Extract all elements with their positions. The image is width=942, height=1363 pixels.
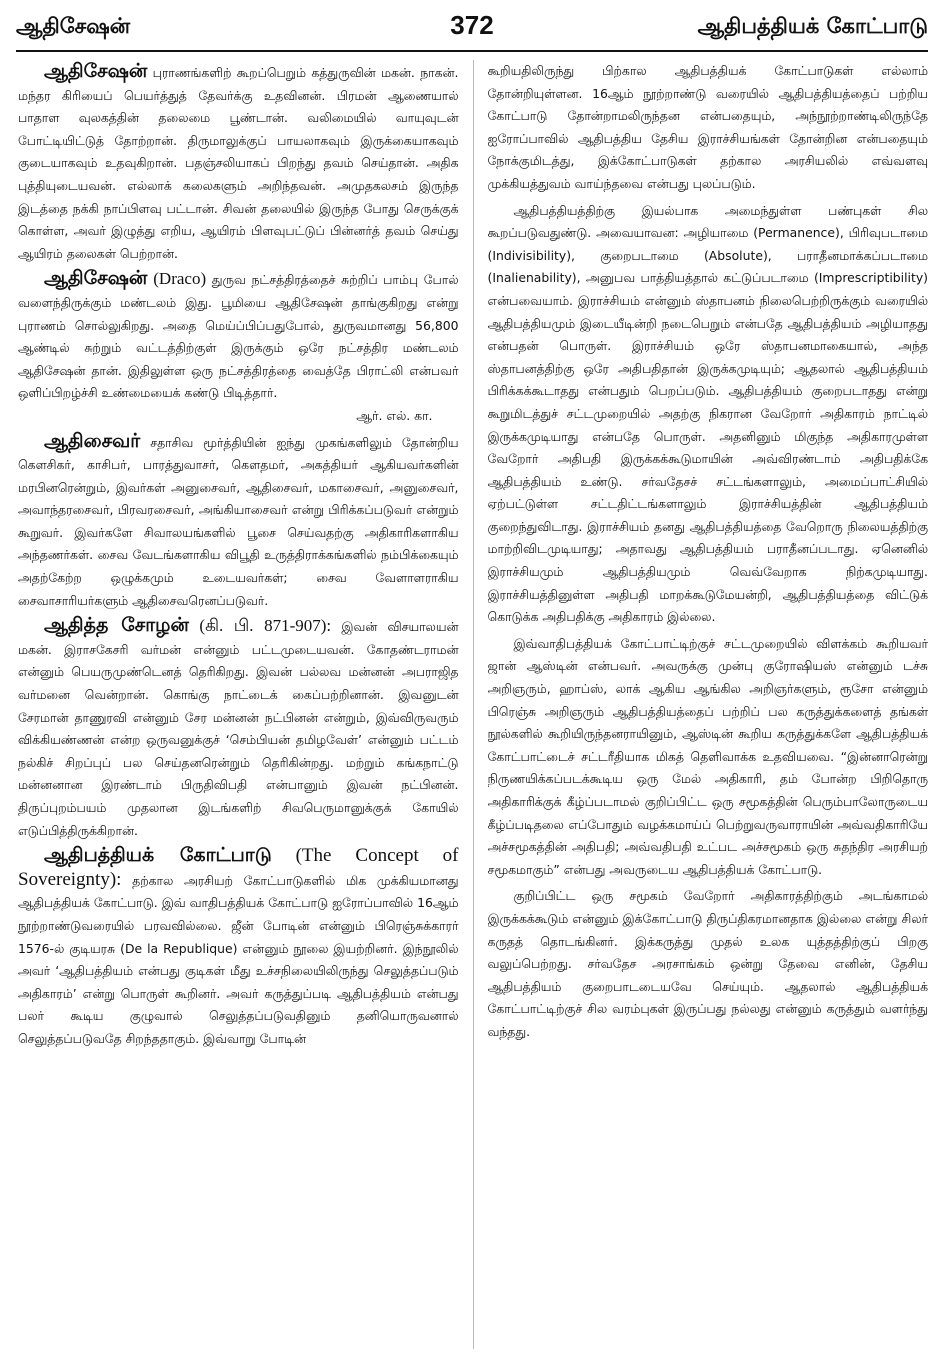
entry-text: துருவ நட்சத்திரத்தைச் சுற்றிப் பாம்பு போல் வளைந்திருக்கும் மண்டலம் இது. பூமியை ஆதிசேஷன் தாங்குகிறது என்று புராணம் சொல்லுகிறது. அதை மெய்ப்பிப்பதுபோல், துருவமானது 56,800 ஆண்டில் சுற்றும் வட்டத்திற்குள் இருக்கும் ஒரே நட்சத்திர மண்டலம் ஆதிசேஷன் தான். இதிலுள்ள ஒரு நட்சத்திரத்தை வைத்தே பிராட்லி என்பவர் ஒளிப்பிறழ்ச்சி உண்மையைக் கண்டு பிடித்தார்.	[18, 272, 459, 401]
entry-signature: ஆர். எல். கா.	[356, 407, 433, 423]
running-head-right: ஆதிபத்தியக் கோட்பாடு	[697, 14, 928, 38]
entry-paragraph	[18, 267, 459, 405]
entry-text: தற்கால அரசியற் கோட்பாடுகளில் மிக முக்கியமானது ஆதிபத்தியக் கோட்பாடு. இவ் வாதிபத்தியக் கோட்பாடு ஐரோப்பாவில் 16ஆம் நூற்றாண்டுவரையில் பரவவில்லை. ஜீன் போடின் என்னும் பிரெஞ்சுக்காரர் 1576-ல் குடியரசு (De la Republique) என்னும் நூலை இயற்றினர். இந்நூலில் அவர் ‘ஆதிபத்தியம் என்பது குடிகள் மீது உச்சநிலையிலிருந்து செலுத்தப்படும் அதிகாரம்’ என்று பொருள் கூறினர். அவர் கருத்துப்படி ஆதிபத்தியம் என்பது பலர் கூடிய குழுவால் செலுத்தப்படுவதினும் தனியொருவனால் செலுத்தப்படுவதே சிறந்ததாகும். இவ்வாறு போடின்	[18, 872, 459, 1046]
entry-paragraph	[18, 60, 459, 265]
body-paragraph: இவ்வாதிபத்தியக் கோட்பாட்டிற்குச் சட்டமுறையில் விளக்கம் கூறியவர் ஜான் ஆஸ்டின் என்பவர். அவருக்கு முன்பு குரோஷியஸ் என்னும் டச்சு அறிஞரும், ஹாப்ஸ், லாக் ஆகிய ஆங்கில அறிஞர்களும், ரூசோ என்னும் பிரெஞ்சு அறிஞரும் ஆதிபத்தியத்தைப் பற்றிப் பல கருத்துக்களைத் தங்கள் நூல்களில் கூறியிருந்தனராயினும், ஆஸ்டின் கூறிய கருத்துக்களே ஆதிபத்தியக் கோட்பாட்டைச் சட்டரீதியாக மிகத் தெளிவாக்க உதவியவை. “இன்னாரென்று நிருணயிக்கப்படக்கூடிய ஒரு மேல் அதிகாரி, தம் போன்ற பிறிதொரு அதிகாரிக்குக் கீழ்ப்படாமல் குறிப்பிட்ட ஒரு சமூகத்தின் பெரும்பாலோருடைய கீழ்ப்படிதலை எப்போதும் வழக்கமாய்ப் பெற்றுவருவாராயின் அவ்வதிகாரியே அச்சமூகத்தின் அதிபதி; அவ்வதிபதி உட்பட அச்சமூகம் ஒரு சுதந்திர அரசியற் சமூகமாகும்” என்பது அவருடைய ஆதிபத்தியக் கோட்பாடு.	[487, 635, 928, 877]
encyclopedia-entry	[18, 844, 459, 1050]
right-column	[488, 60, 929, 1349]
entry-headword: ஆதித்த சோழன்	[44, 614, 189, 637]
encyclopedia-entry	[18, 614, 459, 842]
body-paragraph: ஆதிபத்தியத்திற்கு இயல்பாக அமைந்துள்ள பண்புகள் சில கூறப்படுவதுண்டு. அவையாவன: அழியாமை (Permanence), பிரிவுபடாமை (Indivisibility), குறைபடாமை (Absolute), பராதீனமாக்கப்படாமை (Inalienability), அனுபவ பாத்தியத்தால் கட்டுப்படாமை (Imprescriptibility) என்பவையாம். இராச்சியம் என்னும் ஸ்தாபனம் நிலைபெற்றிருக்கும் வரையில் ஆதிபத்தியமும் இடையீடின்றி நடைபெறும் என்பதே ஆதிபத்தியம் அழியாதது என்பதன் பொருள். இராச்சியம் ஒரே ஸ்தாபனமாகையால், அந்த ஸ்தாபனத்திற்கு ஒரே அதிபதிதான் இருக்கமுடியும்; ஆதலால் ஆதிபத்தியம் பிரிக்கக்கூடாதது என்பதும் பெறப்படும். ஆதிபத்தியம் குறைபடாதது என்று கூறுமிடத்துச் சட்டமுறையில் அதற்கு நிகரான வேறோர் அதிகாரம் நாட்டில் இருக்கமுடியாது என்பதே பொருள். அதனினும் மிகுந்த அதிகாரமுள்ள வேறோர் அதிபதி இருக்கக்கூடுமாயின் அவ்விரண்டாம் அதிபதிக்கே ஆதிபத்தியம் உண்டு. சர்வதேசச் சட்டங்களாலும், அமைப்பாட்சியில் ஏற்பட்டுள்ள சட்டதிட்டங்களாலும் இராச்சியத்தின் ஆதிபத்தியம் குறைந்துவிடாது. இராச்சியம் தனது ஆதிபத்தியத்தை வேறொரு நிலையத்திற்கு மாற்றிவிடமுடியாது; அதாவது ஆதிபத்தியம் பராதீனப்படாது. ஏனெனில் இராச்சியமும் ஆதிபத்தியமும் வெவ்வேறாக நிற்கமுடியாது. இராச்சியத்தினுள்ள அதிபதி மாறக்கூடுமேயன்றி, ஆதிபத்தியத்தை விட்டுக் கொடுக்க அதிபதிக்கு அதிகாரம் இல்லை.	[487, 202, 928, 625]
entry-paragraph	[18, 430, 459, 613]
columns	[18, 60, 928, 1349]
entry-latin: (கி. பி. 871-907):	[188, 616, 332, 636]
entry-text: சதாசிவ மூர்த்தியின் ஐந்து முகங்களிலும் தோன்றிய கௌசிகர், காசிபர், பாரத்துவாசர், கௌதமர், அகத்தியர் ஆகியவர்களின் மரபினரென்றும், இவர்கள் அனுசைவர், ஆதிசைவர், மகாசைவர், அனுசைவர், அவாந்தரசைவர், பிரவரசைவர், அங்கியாசைவர் என்று பிரிக்கப்படுவர் என்றும் கூறுவர். இவர்களே சிவாலயங்களில் பூசை செய்வதற்கு அதிகாரிகளாகிய அந்தணர்கள். சைவ வேடங்களாகிய விபூதி உருத்திராக்கங்களில் நம்பிக்கையும் அதற்கேற்ற ஒழுக்கமும் உடையவர்கள்; சைவ வேளாளராகிய சைவாசாரியர்களும் ஆதிசைவரெனப்படுவர்.	[18, 434, 459, 608]
running-head-left: ஆதிசேஷன்	[16, 14, 131, 38]
encyclopedia-entry	[18, 267, 459, 427]
entry-headword: ஆதிசைவர்	[44, 429, 141, 452]
encyclopedia-entry	[18, 60, 459, 265]
entry-text: இவன் விசயாலயன் மகன். இராசகேசரி வர்மன் என்னும் பட்டமுடையவன். கோதண்டராமன் என்னும் பெயருமுண்டெனத் தெரிகிறது. இவன் பல்லவ மன்னன் அபராஜித வர்மனை வென்றான். கொங்கு நாட்டைக் கைப்பற்றினான். இவனுடன் சேரமான் தாணுரவி என்னும் சேர மன்னன் நட்பினன் என்றும், இவ்விருவரும் விக்கியண்ணன் என்ற ஒருவனுக்குச் ‘செம்பியன் தமிழவேள்’ என்னும் பட்டம் நல்கிச் சிறப்புப் பல செய்தனரென்றும் தெரிகின்றது. மற்றும் கங்கநாட்டு மன்னனான இரண்டாம் பிருதிவிபதி என்பானும் இவன் நட்பினன். திருப்புறம்பயம் முதலான இடங்களிற் சிவபெருமானுக்குக் கோயில் எடுப்பித்திருக்கிறான்.	[18, 619, 459, 838]
left-column	[18, 60, 459, 1349]
entry-latin: (Draco)	[147, 269, 207, 289]
entry-headword: ஆதிசேஷன்	[44, 267, 148, 290]
entry-text: புராணங்களிற் கூறப்பெறும் கத்துருவின் மகன். நாகன். மந்தர கிரியைப் பெயர்த்துத் தேவர்க்கு உதவினன். பிரமன் ஆணையால் பாதாள வுலகத்தின் தலைமை பூண்டான். வலிமையில் வாயுவுடன் போட்டியிட்டுத் தோற்றான். திருமாலுக்குப் பாயலாகவும் இருக்கையாகவும் குடையாகவும் உதவுகிறான். பதஞ்சலியாகப் பிறந்து தவம் செய்தான். அதிக புத்தியுடையவன். எல்லாக் கலைகளும் அறிந்தவன். அமுதகலசம் இருந்த இடத்தை நக்கி நாப்பிளவு பட்டான். சிவன் தலையில் இருந்த போது செருக்குக் கொள்ள, அவர் இழுத்து எறிய, ஆயிரம் பிளவுபட்டுப் பின்னர்த் தவம் செய்து ஆயிரம் தலைகள் பெற்றான்.	[18, 65, 459, 261]
page-header	[16, 6, 928, 52]
column-divider	[473, 60, 474, 1349]
entry-paragraph	[18, 844, 459, 1050]
page-number: 372	[450, 10, 494, 40]
entry-headword: ஆதிபத்தியக் கோட்பாடு	[44, 844, 272, 867]
entry-latin: (The Concept of Sovereignty):	[18, 845, 459, 890]
body-paragraph: கூறியதிலிருந்து பிற்கால ஆதிபத்தியக் கோட்பாடுகள் எல்லாம் தோன்றியுள்ளன. 16ஆம் நூற்றாண்டு வரையில் ஆதிபத்தியத்தைப் பற்றிய கோட்பாடு தோன்றாமலிருந்தன என்பதையும், அந்நூற்றாண்டிலிருந்தே ஐரோப்பாவில் ஆதிபத்திய தேசிய இராச்சியங்கள் தோன்றின என்பதையும் நோக்குமிடத்து, இக்கோட்பாடுகள் தற்கால அரசியலில் எவ்வளவு முக்கியத்துவம் வாய்ந்தவை என்பது புலப்படும்.	[487, 63, 928, 191]
body-paragraph: குறிப்பிட்ட ஒரு சமூகம் வேறோர் அதிகாரத்திற்கும் அடங்காமல் இருக்கக்கூடும் என்னும் இக்கோட்பாடு திருப்திகரமானதாக இல்லை என்று சிலர் கருதத் தொடங்கினர். இக்கருத்து முதல் உலக யுத்தத்திற்குப் பிறகு வலுப்பெற்றது. சர்வதேச அரசாங்கம் ஒன்று தேவை எனின், தேசிய ஆதிபத்தியம் குறைபாடடையவே செய்யும். ஆதலால் ஆதிபத்தியக் கோட்பாட்டிற்குச் சில வரம்புகள் இருப்பது நல்லது என்னும் கருத்தும் வளர்ந்து வந்தது.	[487, 888, 928, 1039]
encyclopedia-entry	[18, 430, 459, 613]
entry-headword: ஆதிசேஷன்	[44, 60, 148, 82]
entry-paragraph	[18, 614, 459, 842]
